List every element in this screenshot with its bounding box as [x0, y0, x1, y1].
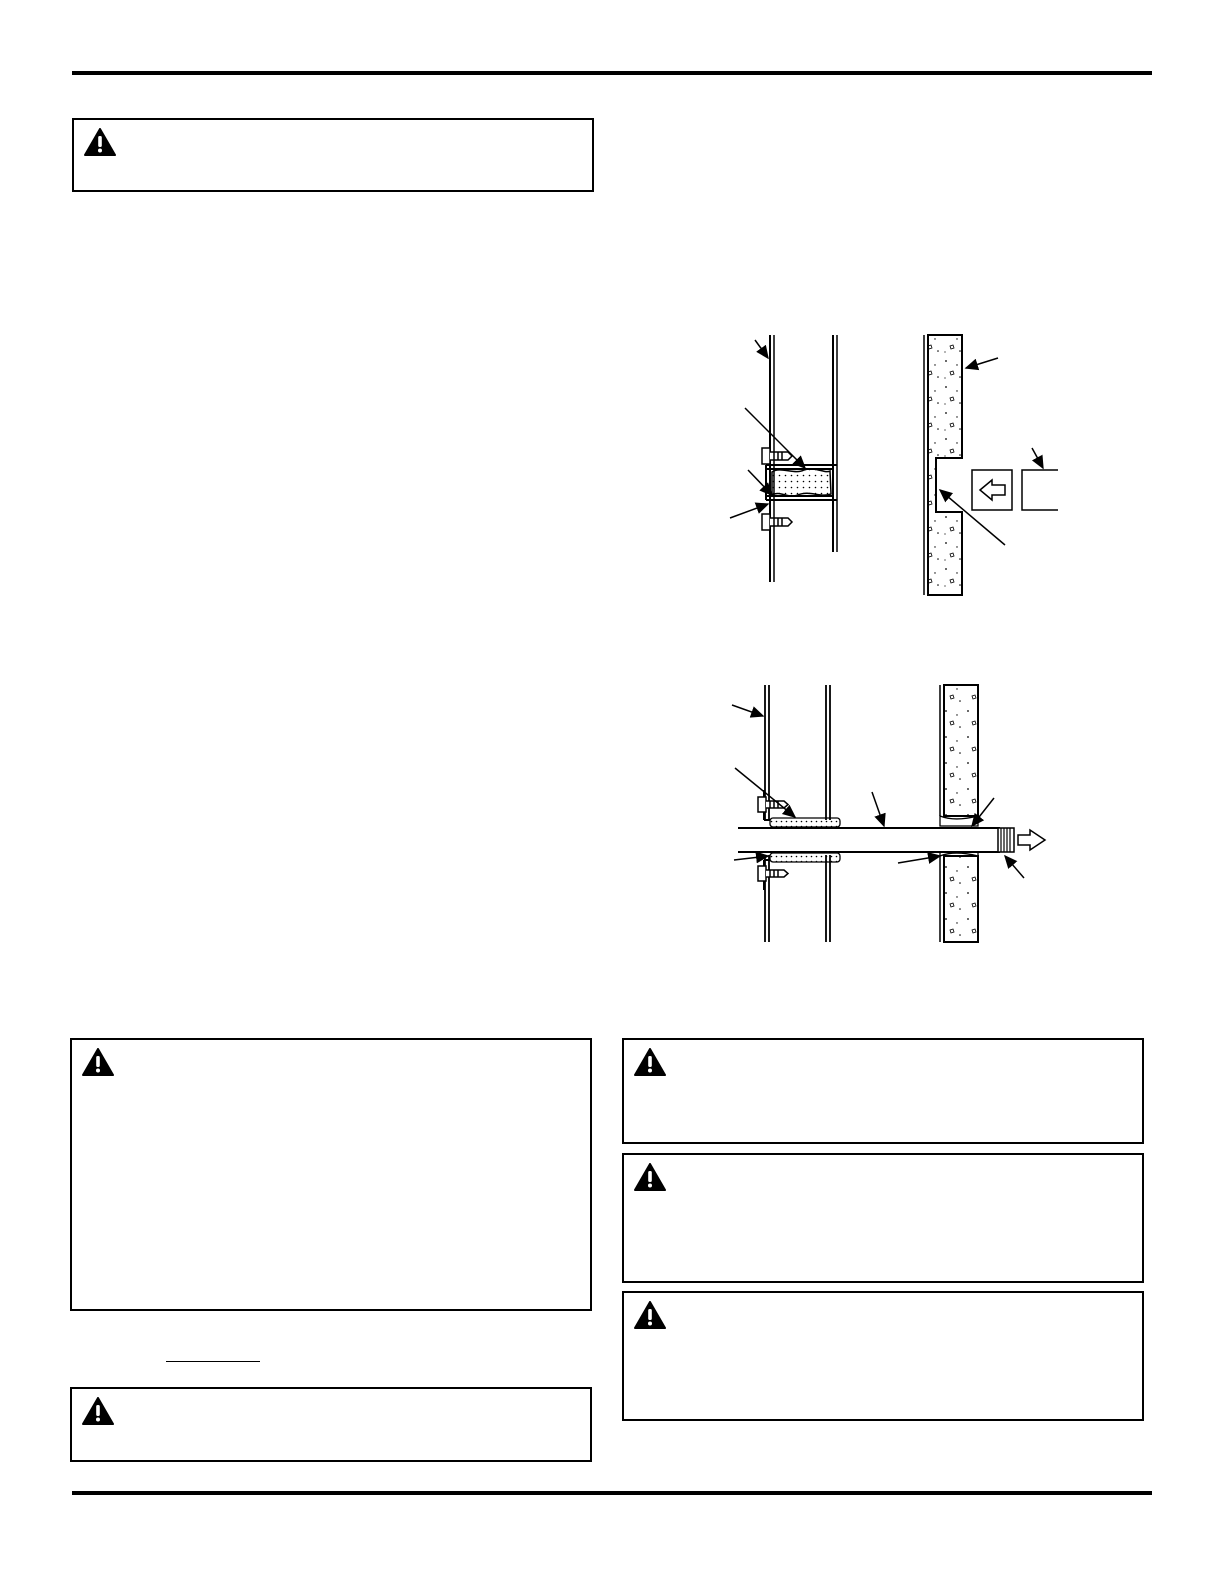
wall-section-diagram [700, 330, 1080, 600]
warning-box-right-3 [622, 1291, 1144, 1421]
warning-triangle-icon [634, 1301, 666, 1329]
bottom-rule [72, 1491, 1152, 1495]
warning-triangle-icon [82, 1048, 114, 1076]
warning-triangle-icon [82, 1397, 114, 1425]
underline-mark [166, 1361, 260, 1362]
warning-box-top-left [72, 118, 594, 192]
warning-box-mid-left [70, 1038, 592, 1311]
top-rule [72, 71, 1152, 75]
warning-box-bottom-left [70, 1387, 592, 1462]
warning-triangle-icon [634, 1048, 666, 1076]
warning-triangle-icon [84, 128, 116, 156]
warning-box-right-1 [622, 1038, 1144, 1144]
warning-triangle-icon [634, 1163, 666, 1191]
pipe-wall-diagram [700, 680, 1080, 950]
warning-box-right-2 [622, 1153, 1144, 1283]
